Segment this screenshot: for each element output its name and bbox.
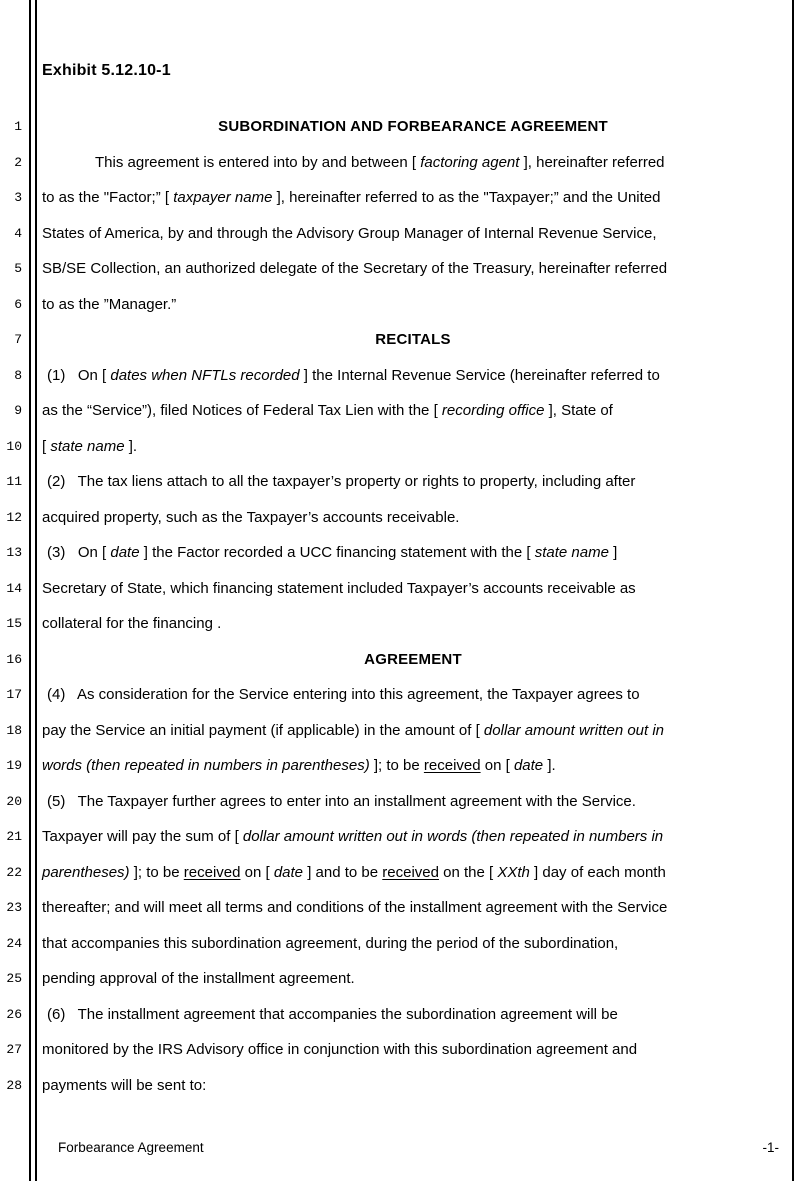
line-text (42, 296, 792, 324)
line-text (42, 722, 792, 750)
document-line (0, 288, 792, 324)
text-segment: on the [ (438, 863, 498, 881)
text-segment: (2) The tax liens attach to all the taxpayer’s property or rights to property, including after (47, 473, 636, 490)
text-segment: States of America, by and through the Advisory Group Manager of Internal Revenue Service, (42, 224, 657, 242)
text-segment: RECITALS (375, 331, 451, 348)
placeholder-text: recording office (441, 402, 545, 419)
document-line (0, 465, 792, 501)
line-text (42, 935, 792, 963)
text-segment: ]; to be (369, 757, 424, 774)
underlined-text: received (183, 863, 241, 881)
line-text (42, 970, 792, 998)
document-line (0, 146, 792, 182)
line-text (42, 580, 792, 608)
line-number: 9 (14, 403, 22, 418)
text-segment: ] day of each month (529, 863, 666, 881)
text-segment: ]; to be (129, 863, 184, 881)
placeholder-text: taxpayer name (173, 189, 273, 206)
placeholder-text: state name (534, 544, 609, 561)
line-text (42, 367, 792, 395)
placeholder-text: state name (50, 437, 125, 455)
line-text (42, 651, 792, 679)
text-segment: Secretary of State, which financing statement included Taxpayer’s accounts receivable as (42, 579, 636, 597)
line-text (42, 189, 792, 217)
text-segment: ] and to be (303, 863, 383, 881)
line-number: 23 (6, 900, 22, 915)
document-line (0, 891, 792, 927)
document-line (0, 962, 792, 998)
footer-page-number: -1- (762, 1140, 779, 1155)
line-text (42, 757, 792, 785)
line-text (42, 509, 792, 537)
section-heading-line (0, 110, 792, 146)
line-text (42, 828, 792, 856)
line-number: 26 (6, 1006, 22, 1022)
line-number: 19 (6, 758, 22, 773)
document-line (0, 714, 792, 750)
text-segment: as the “Service”), filed Notices of Federal Tax Lien with the [ (42, 402, 442, 419)
text-segment: payments will be sent to: (42, 1076, 207, 1094)
line-text (42, 686, 792, 714)
document-line (0, 536, 792, 572)
page-footer (42, 1140, 792, 1155)
document-lines (0, 110, 792, 1104)
document-line (0, 998, 792, 1034)
line-number: 16 (6, 651, 22, 667)
line-number: 7 (14, 332, 22, 347)
exhibit-label: Exhibit 5.12.10-1 (42, 62, 171, 79)
text-segment: on [ (240, 863, 274, 881)
document-line (0, 607, 792, 643)
document-line (0, 749, 792, 785)
line-number: 3 (14, 190, 22, 205)
line-text (42, 793, 792, 821)
document-line (0, 217, 792, 253)
text-segment: to as the "Factor;” [ (42, 189, 174, 206)
text-segment: [ (42, 437, 51, 455)
line-text (42, 544, 792, 572)
document-line (0, 572, 792, 608)
document-line (0, 1033, 792, 1069)
text-segment: on [ (480, 757, 514, 774)
document-line (0, 394, 792, 430)
text-segment: This agreement is entered into by and between [ (95, 153, 421, 171)
text-segment: SUBORDINATION AND FORBEARANCE AGREEMENT (218, 118, 608, 135)
document-line (0, 359, 792, 395)
line-text (42, 260, 792, 288)
text-segment: thereafter; and will meet all terms and conditions of the installment agreement with the Service (42, 899, 668, 916)
line-text (42, 899, 792, 927)
line-text (42, 1041, 792, 1069)
footer-document-title: Forbearance Agreement (58, 1140, 204, 1155)
placeholder-text: factoring agent (420, 153, 520, 171)
line-text (42, 615, 792, 643)
placeholder-text: date (273, 863, 304, 881)
placeholder-text: dates when NFTLs recorded (110, 366, 300, 384)
line-number: 4 (14, 225, 22, 241)
section-heading-line (0, 643, 792, 679)
text-segment: acquired property, such as the Taxpayer’s accounts receivable. (42, 508, 460, 526)
line-number: 1 (14, 119, 22, 134)
text-segment: (5) The Taxpayer further agrees to enter into an installment agreement with the Service. (47, 792, 636, 810)
line-text (42, 225, 792, 253)
text-segment: ], hereinafter referred (519, 153, 665, 171)
text-segment: (1) On [ (47, 366, 111, 384)
text-segment: pending approval of the installment agreement. (42, 970, 355, 987)
line-number: 17 (6, 687, 22, 702)
document-line (0, 927, 792, 963)
line-number: 27 (6, 1042, 22, 1057)
line-number: 8 (14, 367, 22, 383)
section-heading-line (0, 323, 792, 359)
text-segment: (4) As consideration for the Service entering into this agreement, the Taxpayer agrees to (47, 686, 640, 703)
document-line (0, 430, 792, 466)
text-segment: ]. (124, 437, 138, 455)
line-number: 28 (6, 1077, 22, 1093)
line-text (42, 438, 792, 466)
line-number: 24 (6, 935, 22, 951)
text-segment: (6) The installment agreement that accompanies the subordination agreement will be (47, 1005, 618, 1023)
line-number: 12 (6, 509, 22, 525)
placeholder-text: date (513, 757, 544, 774)
document-line (0, 252, 792, 288)
line-number: 14 (6, 580, 22, 596)
underlined-text: received (382, 863, 439, 881)
placeholder-text: dollar amount written out in (483, 721, 665, 739)
document-line (0, 501, 792, 537)
text-segment: ] the Internal Revenue Service (hereinafter referred to (299, 366, 660, 384)
document-line (0, 678, 792, 714)
line-text (42, 402, 792, 430)
line-number: 10 (6, 438, 22, 454)
line-number: 18 (6, 722, 22, 738)
line-number: 25 (6, 971, 22, 986)
line-number: 22 (6, 864, 22, 880)
line-number: 20 (6, 793, 22, 809)
line-number: 5 (14, 261, 22, 276)
text-segment: AGREEMENT (364, 650, 462, 668)
line-text (42, 473, 792, 501)
text-segment: that accompanies this subordination agreement, during the period of the subordination, (42, 934, 619, 952)
line-text (42, 154, 792, 182)
placeholder-text: dollar amount written out in words (then repeated in numbers in (242, 828, 664, 845)
text-segment: collateral for the financing . (42, 615, 222, 632)
text-segment: ] the Factor recorded a UCC financing statement with the [ (139, 544, 535, 561)
text-segment: ] (608, 544, 618, 561)
placeholder-text: parentheses) (42, 863, 130, 881)
line-number: 11 (6, 474, 22, 489)
document-line (0, 181, 792, 217)
line-number: 21 (6, 829, 22, 844)
document-line (0, 856, 792, 892)
document-line (0, 820, 792, 856)
placeholder-text: words (then repeated in numbers in parentheses) (42, 757, 370, 774)
line-number: 13 (6, 545, 22, 560)
line-number: 15 (6, 616, 22, 631)
placeholder-text: date (110, 544, 140, 561)
text-segment: Taxpayer will pay the sum of [ (42, 828, 243, 845)
document-line (0, 1069, 792, 1105)
line-text (42, 1077, 792, 1105)
line-text (42, 864, 792, 892)
line-text (42, 1006, 792, 1034)
text-segment: SB/SE Collection, an authorized delegate of the Secretary of the Treasury, hereinafter referred (42, 260, 668, 277)
text-segment: ], State of (544, 402, 613, 419)
line-text (42, 118, 792, 146)
text-segment: monitored by the IRS Advisory office in conjunction with this subordination agreement and (42, 1041, 638, 1058)
document-line (0, 785, 792, 821)
text-segment: (3) On [ (47, 544, 111, 561)
text-segment: to as the ”Manager.” (42, 295, 177, 313)
line-number: 6 (14, 296, 22, 312)
underlined-text: received (423, 757, 481, 774)
text-segment: ], hereinafter referred to as the "Taxpayer;” and the United (272, 189, 661, 206)
text-segment: ]. (543, 757, 556, 774)
line-number: 2 (14, 154, 22, 170)
right-rule (792, 0, 794, 1181)
text-segment: pay the Service an initial payment (if applicable) in the amount of [ (42, 721, 484, 739)
line-text (42, 331, 792, 359)
placeholder-text: XXth (497, 863, 530, 881)
